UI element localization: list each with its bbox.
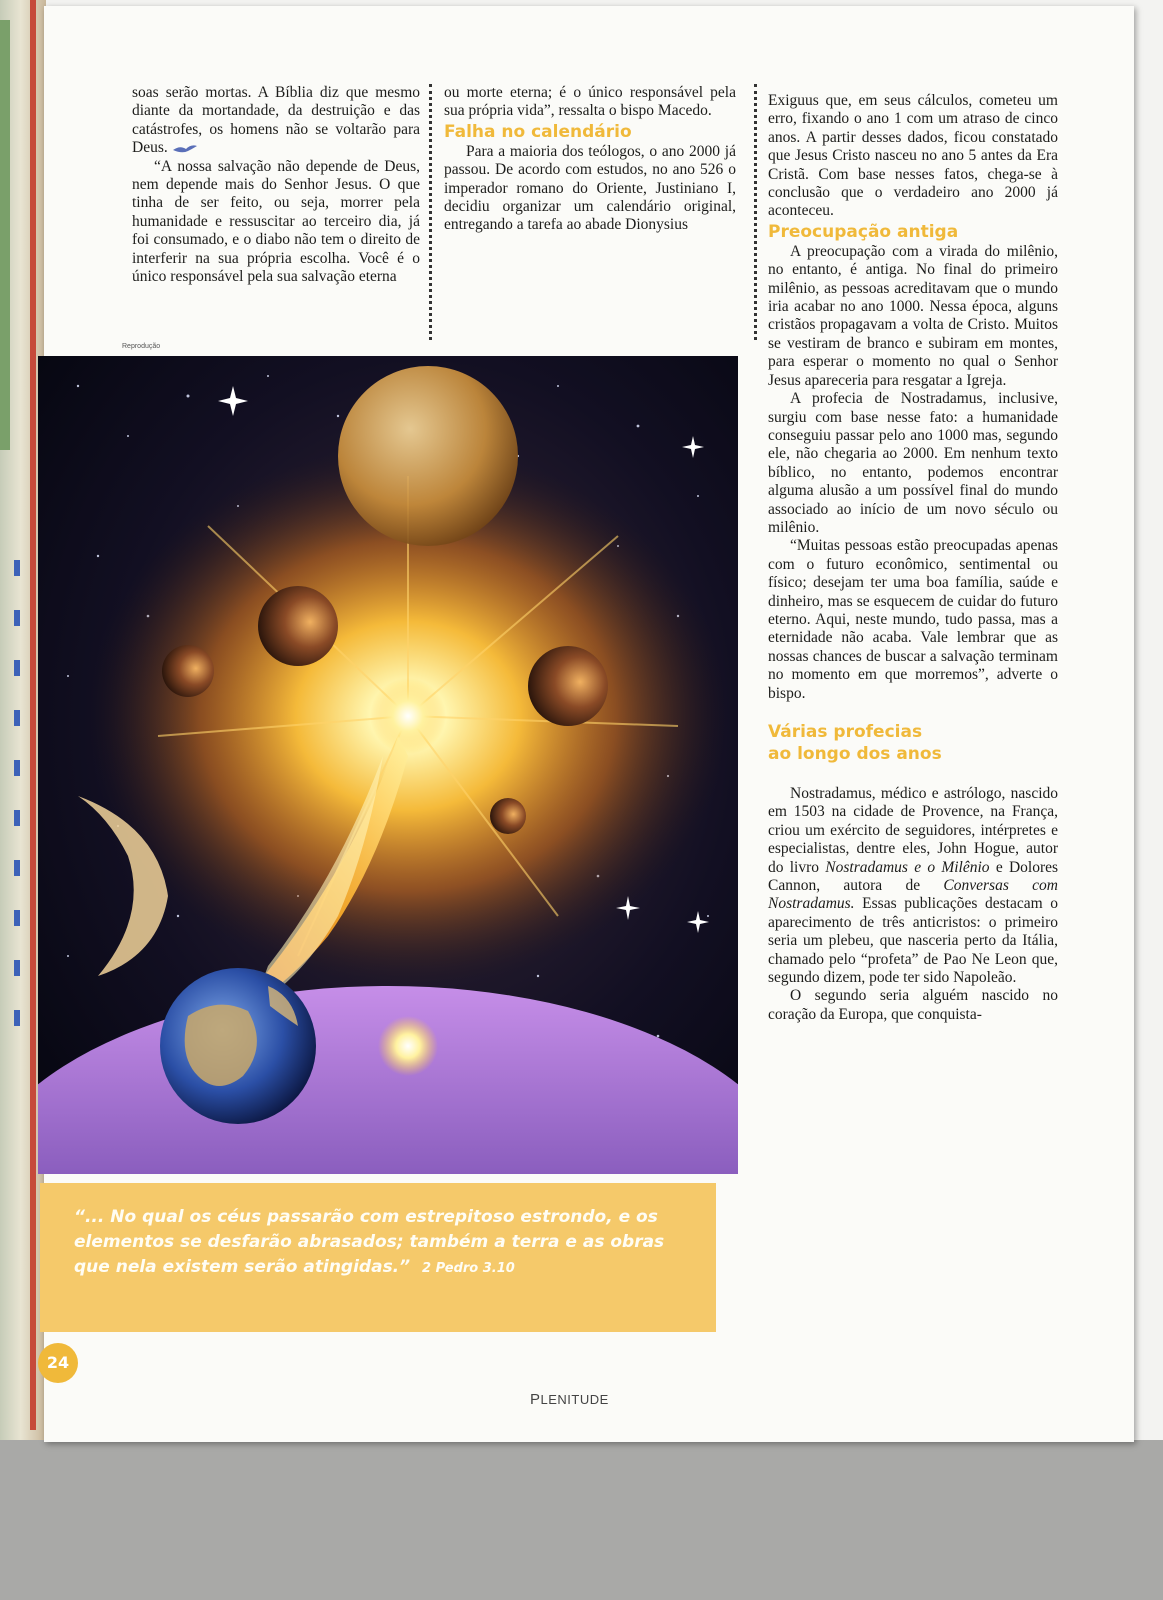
- section-heading: Preocupação antiga: [768, 221, 959, 242]
- paragraph: soas serão mortas. A Bíblia diz que mesmo diante da mortandade, da destruição e das catástrofes, os homens não se voltarão para Deus.: [132, 84, 420, 157]
- book-title: Nostradamus e o Milênio: [825, 858, 990, 876]
- column-divider: [754, 84, 757, 340]
- page-number: 24: [38, 1343, 78, 1383]
- paragraph: “A nossa salvação não depende de Deus, nem depende mais do Senhor Jesus. O que tinha de ser feito, ou seja, morrer pela humanidade e ressuscitar ao terceiro dia, já foi consumado, e o diabo não tem o direito de interferir na sua própria escolha. Você é o único responsável pela sua salvação eterna: [132, 157, 420, 286]
- apocalypse-illustration: [38, 356, 738, 1174]
- article-column-2: [444, 84, 736, 235]
- magazine-name: PLENITUDE: [530, 1391, 609, 1408]
- dove-icon: [172, 143, 198, 155]
- magazine-page: [44, 6, 1134, 1442]
- image-credit: Reprodução: [122, 343, 161, 350]
- paragraph: A preocupação com a virada do milênio, no entanto, é antiga. No final do primeiro milênio, as pessoas acreditavam que o mundo iria acabar no ano 1000. Nessa época, alguns cristãos propagavam a volta de Cristo. Muitos se vestiram de branco e subiram em montes, para esperar o momento no qual o Senhor Jesus apareceria para resgatar a Igreja.: [768, 242, 1058, 389]
- book-title: Conversas com Nostradamus.: [768, 877, 1059, 913]
- scan-bottom-strip: [0, 1440, 1163, 1600]
- section-heading: Várias profecias ao longo dos anos: [768, 722, 942, 764]
- column-divider: [429, 84, 432, 340]
- paragraph: Para a maioria dos teólogos, o ano 2000 já passou. De acordo com estudos, no ano 526 o imperador romano do Oriente, Justiniano I, decidiu organizar um calendário original, entregando a tarefa ao abade Dionysius: [444, 142, 736, 234]
- paragraph: O segundo seria alguém nascido no coração da Europa, que conquista-: [768, 987, 1058, 1023]
- paragraph: Nostradamus, médico e astrólogo, nascido em 1503 na cidade de Provence, na França, criou um exército de seguidores, intérpretes e especialistas, dentre eles, John Hogue, autor do livro Nostradamus e o Milênio e Dolores Cannon, autora de Conversas com Nostradamus. Essas publicações destacam o aparecimento de três anticristos: o primeiro seria um plebeu, que nasceria perto da Itália, chamado pelo “profeta” de Pao Ne Leon que, segundo dizem, pode ter sido Napoleão.: [768, 785, 1059, 987]
- bible-reference: 2 Pedro 3.10: [422, 1261, 515, 1276]
- paragraph: “Muitas pessoas estão preocupadas apenas com o futuro econômico, sentimental ou físico; desejam ter uma boa família, saúde e dinheiro, mas se esquecem de cuidar do futuro eterno. Aqui, neste mundo, tudo passa, mas a eternidade não acaba. Vale lembrar que as nossas chances de buscar a salvação terminam no momento em que morremos”, adverte o bispo.: [768, 537, 1058, 702]
- bible-quote-box: [40, 1183, 716, 1332]
- paragraph: A profecia de Nostradamus, inclusive, surgiu com base nesse fato: a humanidade conseguiu passar pelo ano 1000 mas, segundo ele, não chegaria ao 2000. Em nenhum texto bíblico, no entanto, podemos encontrar alguma alusão a um possível final do mundo associado ao início de um novo século ou milênio.: [768, 390, 1058, 536]
- paragraph: Exiguus que, em seus cálculos, cometeu um erro, fixando o ano 1 com um atraso de cinco anos. A partir desses dados, ficou constatado que Jesus Cristo nasceu no ano 5 antes da Era Cristã. Com base nesses fatos, chega-se à conclusão que o verdadeiro ano 2000 já aconteceu.: [768, 92, 1058, 220]
- bible-quote: “... No qual os céus passarão com estrepitoso estrondo, e os elementos se desfarão abrasados; também a terra e as obras que nela existem serão atingidas.” 2 Pedro 3.10: [74, 1207, 665, 1277]
- section-heading: Falha no calendário: [444, 121, 632, 142]
- article-column-3: [768, 92, 1058, 1024]
- article-column-1: [132, 84, 420, 286]
- paragraph: ou morte eterna; é o único responsável pela sua própria vida”, ressalta o bispo Macedo.: [444, 84, 736, 120]
